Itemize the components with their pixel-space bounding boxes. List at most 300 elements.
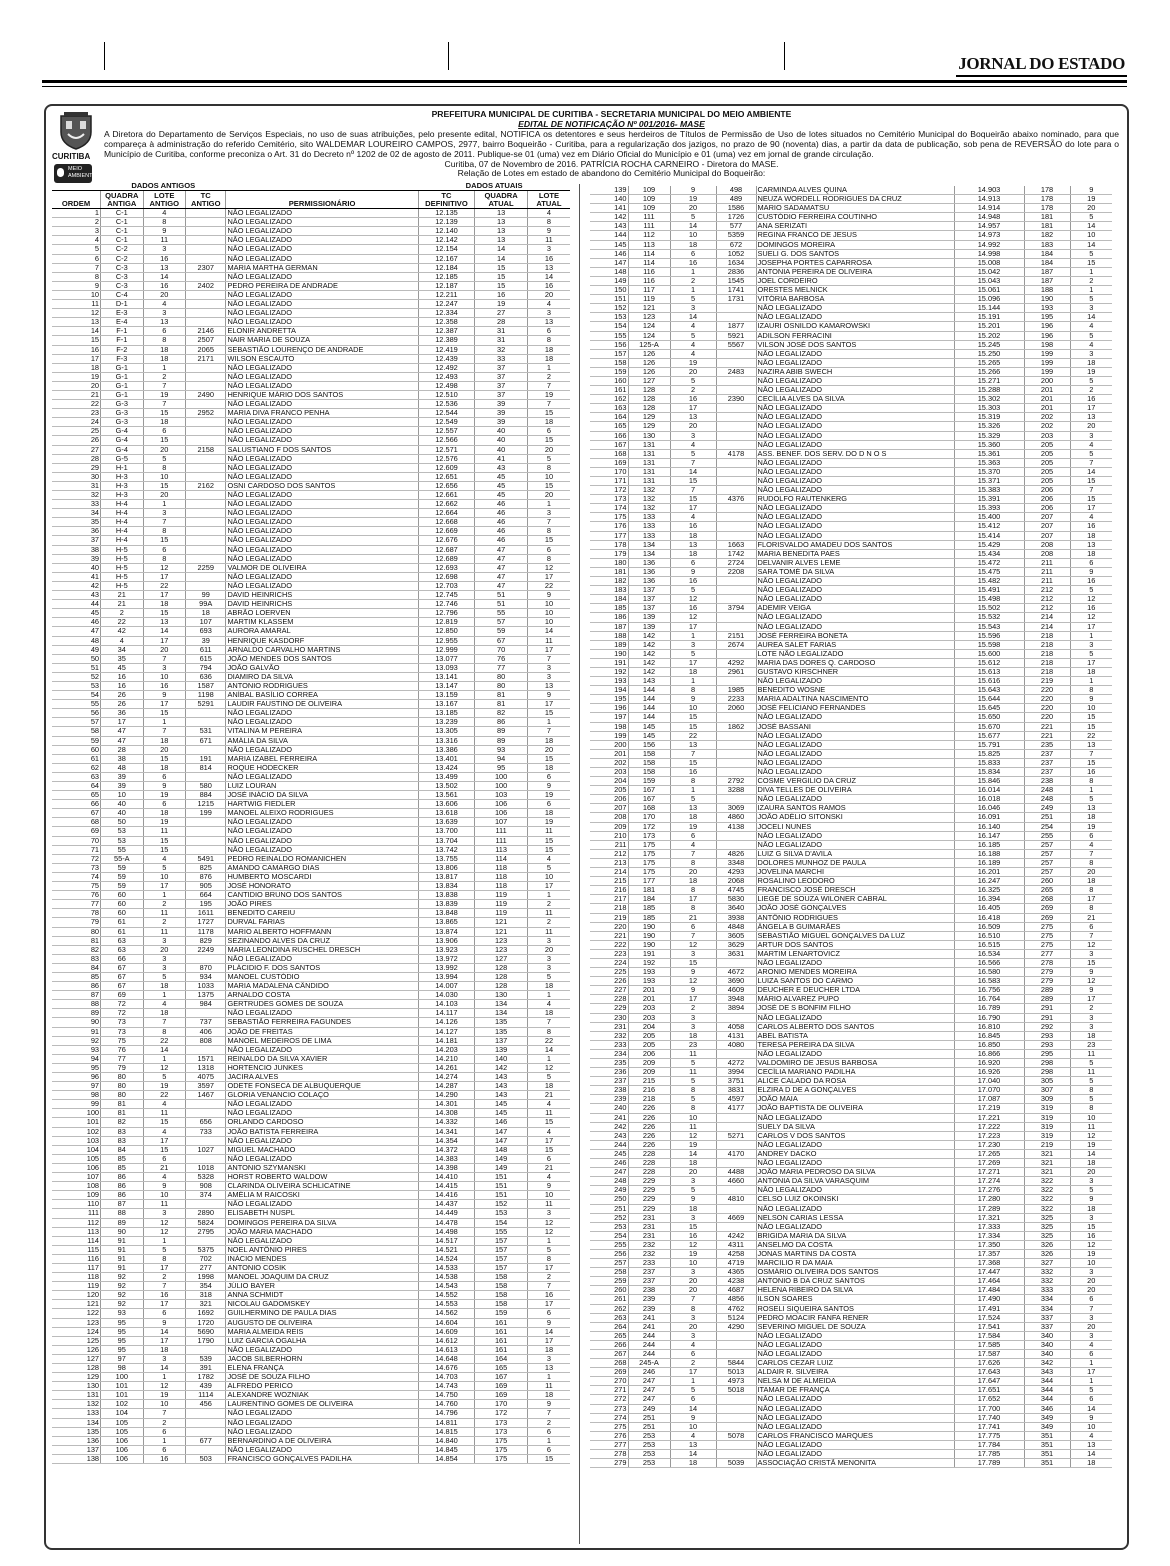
table-cell: 5 [1070,1095,1112,1104]
table-cell: 84 [52,963,101,972]
table-cell: 1198 [186,691,226,700]
table-cell: 17.584 [954,1331,1024,1340]
table-cell: CECÍLIA ALVES DA SILVA [756,395,954,404]
table-cell: MARIA BENEDITA PAES [756,549,954,558]
table-cell: 100 [52,1109,101,1118]
table-cell: 73 [52,863,101,872]
table-cell: 128 [628,395,670,404]
table-cell: 199 [590,731,628,740]
table-cell: 218 [590,904,628,913]
col-lote-atual: LOTE ATUAL [527,191,570,209]
table-cell: ODETE FONSECA DE ALBUQUERQUE [226,1082,418,1091]
table-cell: 3 [527,245,570,254]
table-cell: 5 [670,213,716,222]
table-cell: 16 [101,681,143,690]
table-cell: 74 [52,872,101,881]
table-cell: 15.616 [954,677,1024,686]
table-cell: 8 [1070,686,1112,695]
table-cell: 11 [670,1068,716,1077]
table-cell: 39 [101,772,143,781]
table-cell: 123 [52,1318,101,1327]
table-cell: 13.806 [418,863,475,872]
table-cell [186,227,226,236]
table-cell: 12.140 [418,227,475,236]
table-cell: 44 [52,600,101,609]
table-cell: 5 [143,1245,185,1254]
table-cell [716,1013,756,1022]
table-row [590,577,1112,586]
table-cell: 8 [527,463,570,472]
table-cell: 107 [52,1173,101,1182]
table-cell: 1571 [186,1054,226,1063]
table-cell: 40 [101,809,143,818]
table-cell: 33 [52,500,101,509]
table-cell: MANOEL CUSTÓDIO [226,972,418,981]
table-cell: 229 [628,1177,670,1186]
table-cell: 12 [1070,940,1112,949]
table-cell: 322 [1024,1195,1070,1204]
table-cell: 12.662 [418,500,475,509]
table-cell: 1 [143,891,185,900]
table-cell: 254 [1024,822,1070,831]
table-cell: 2 [143,1273,185,1282]
table-cell: 107 [475,818,528,827]
table-cell: JOCELI NUNES [756,822,954,831]
table-cell: 2 [52,218,101,227]
table-row [52,509,570,518]
table-cell: 12 [1070,1131,1112,1140]
table-cell: 233 [628,1259,670,1268]
table-cell: 3 [1070,949,1112,958]
table-cell: 229 [628,1204,670,1213]
table-cell: 15.846 [954,777,1024,786]
table-row [52,845,570,854]
table-cell: 210 [590,831,628,840]
table-cell: 20 [670,204,716,213]
table-cell: 125 [52,1336,101,1345]
table-cell: 175 [628,849,670,858]
table-cell: 9 [527,227,570,236]
table-row [590,613,1112,622]
table-row [52,600,570,609]
table-cell: 14.612 [418,1336,475,1345]
table-cell: 147 [475,1136,528,1145]
table-cell: NÃO LEGALIZADO [226,954,418,963]
table-cell: 3 [1070,1013,1112,1022]
table-cell: 211 [1024,558,1070,567]
table-cell: NÃO LEGALIZADO [226,491,418,500]
table-cell: 19 [1070,1249,1112,1258]
table-cell: 140 [475,1054,528,1063]
table-cell: 13.874 [418,927,475,936]
table-cell: 201 [1024,395,1070,404]
table-cell: ORLANDO CARDOSO [226,1118,418,1127]
table-cell [186,1236,226,1245]
table-cell: 19 [1070,367,1112,376]
table-cell: 145 [628,722,670,731]
table-cell: 92 [101,1273,143,1282]
table-row [52,1373,570,1382]
table-cell: 37 [475,363,528,372]
table-cell: 14.415 [418,1182,475,1191]
table-cell: 66 [52,800,101,809]
table-cell: 337 [1024,1313,1070,1322]
table-cell: 3 [670,1213,716,1222]
table-cell: 9 [670,968,716,977]
table-cell: SALUSTIANO F DOS SANTOS [226,445,418,454]
table-cell: 90 [52,1018,101,1027]
table-cell: 167 [475,1373,528,1382]
table-row [590,276,1112,285]
table-cell: 12.746 [418,600,475,609]
table-cell: BENEDITO WOSNE [756,686,954,695]
table-cell: LAUDIR FAUSTINO DE OLIVEIRA [226,700,418,709]
table-cell: 15.834 [954,768,1024,777]
table-cell: 5 [1070,1186,1112,1195]
table-cell: 8 [527,1027,570,1036]
table-cell: 176 [590,522,628,531]
table-cell: 126 [628,358,670,367]
table-cell: 124 [628,331,670,340]
table-cell: 19 [143,791,185,800]
table-cell: NÃO LEGALIZADO [756,477,954,486]
table-cell: 132 [628,486,670,495]
table-cell: 17 [670,404,716,413]
table-cell: 17.219 [954,1104,1024,1113]
table-cell: 2171 [186,354,226,363]
table-cell: 136 [628,577,670,586]
table-cell: 175 [628,840,670,849]
table-cell: 17.265 [954,1149,1024,1158]
table-cell: 238 [628,1286,670,1295]
table-cell: 7 [143,727,185,736]
table-cell [716,840,756,849]
table-cell: ANTONIO COSIK [226,1263,418,1272]
table-cell: H-5 [101,572,143,581]
table-cell: 12 [527,1063,570,1072]
table-cell: 277 [1024,949,1070,958]
table-cell: 13.316 [418,736,475,745]
table-cell [186,491,226,500]
table-cell: 47 [475,563,528,572]
table-cell [186,290,226,299]
table-cell: 251 [590,1204,628,1213]
table-cell: 6 [670,558,716,567]
table-cell: 158 [590,358,628,367]
table-cell: NÃO LEGALIZADO [756,467,954,476]
table-cell: 16.583 [954,977,1024,986]
table-cell: 8 [670,858,716,867]
table-cell: 672 [716,240,756,249]
table-cell: 5291 [186,700,226,709]
table-cell: NÃO LEGALIZADO [756,440,954,449]
table-cell: 164 [590,413,628,422]
table-cell: 19 [143,390,185,399]
table-cell: 39 [52,554,101,563]
table-row [590,968,1112,977]
table-cell: 1 [143,718,185,727]
table-cell: 6 [527,1445,570,1454]
table-cell: 1 [143,1054,185,1063]
table-cell: 13.992 [418,963,475,972]
table-cell: 127 [52,1354,101,1363]
table-cell: 14.648 [418,1354,475,1363]
table-cell: 7 [52,263,101,272]
table-cell: 14 [52,327,101,336]
table-cell: 20 [52,381,101,390]
table-row [590,258,1112,267]
table-cell: 12.439 [418,354,475,363]
table-cell: 344 [1024,1386,1070,1395]
table-cell: 4848 [716,922,756,931]
table-cell: 19 [1070,1140,1112,1149]
table-cell: 17 [527,700,570,709]
table-cell: 3 [1070,431,1112,440]
table-cell: 17.700 [954,1404,1024,1413]
table-cell: 20 [1070,1277,1112,1286]
table-cell: 1692 [186,1309,226,1318]
table-cell: 20 [1070,1286,1112,1295]
table-cell: 5 [143,1073,185,1082]
table-row [590,286,1112,295]
table-cell: 18 [52,363,101,372]
table-row [590,195,1112,204]
table-cell: 50 [52,654,101,663]
table-cell: 16.405 [954,904,1024,913]
table-cell: IZAURA SANTOS RAMOS [756,804,954,813]
table-cell: 15.371 [954,477,1024,486]
table-cell: 1 [143,1373,185,1382]
table-cell: 182 [1024,231,1070,240]
table-cell [716,1350,756,1359]
table-cell: 64 [52,782,101,791]
table-cell: 346 [1024,1404,1070,1413]
table-cell: 4 [1070,322,1112,331]
table-cell: ÂNGELA B GUIMARÃES [756,922,954,931]
table-cell: 332 [1024,1277,1070,1286]
table-cell: 60 [52,745,101,754]
table-cell: 161 [475,1327,528,1336]
table-cell: 3 [143,509,185,518]
table-cell: REGINA FRANCO DE JESUS [756,231,954,240]
table-cell: 257 [1024,840,1070,849]
table-cell: 147 [475,1127,528,1136]
table-cell: 106 [475,809,528,818]
table-row [52,1118,570,1127]
table-cell: 100 [101,1373,143,1382]
table-row [52,1154,570,1163]
table-cell: 161 [475,1345,528,1354]
table-cell: MARIA MADALENA CÂNDIDO [226,982,418,991]
table-cell: 148 [590,267,628,276]
table-cell: 12.187 [418,281,475,290]
table-cell: G-4 [101,427,143,436]
table-row [590,1113,1112,1122]
table-cell: 14.007 [418,982,475,991]
table-cell: 76 [101,1045,143,1054]
table-cell: 133 [628,531,670,540]
table-cell: 5 [670,1059,716,1068]
table-cell: 194 [590,686,628,695]
table-cell: 150 [590,286,628,295]
table-row [52,454,570,463]
table-cell: 149 [590,276,628,285]
table-row [52,782,570,791]
table-cell: 13.093 [418,663,475,672]
table-cell: 7 [527,1409,570,1418]
table-cell: 104 [52,1145,101,1154]
table-cell: 18 [670,240,716,249]
table-cell: JOÃO MARIA MACHADO [226,1227,418,1236]
table-cell: 14.383 [418,1154,475,1163]
table-cell: 249 [590,1186,628,1195]
table-cell: 16.201 [954,868,1024,877]
table-cell: 6 [527,545,570,554]
table-row [590,313,1112,322]
table-cell: 248 [590,1177,628,1186]
table-row [52,1245,570,1254]
table-cell: 16.046 [954,804,1024,813]
table-cell: 117 [52,1263,101,1272]
table-cell: 79 [101,1063,143,1072]
table-cell: NÃO LEGALIZADO [756,504,954,513]
table-cell: 326 [1024,1249,1070,1258]
table-cell: 161 [475,1336,528,1345]
table-cell: 17.587 [954,1350,1024,1359]
table-cell: 239 [590,1095,628,1104]
table-cell: 47 [475,554,528,563]
table-row [52,500,570,509]
table-cell: 241 [628,1313,670,1322]
table-cell: 279 [1024,977,1070,986]
table-cell: 18 [143,345,185,354]
table-cell: NÃO LEGALIZADO [226,772,418,781]
table-cell: 1215 [186,800,226,809]
table-cell: 1 [143,1436,185,1445]
table-cell: 42 [52,581,101,590]
table-cell [716,304,756,313]
table-row [590,1004,1112,1013]
col-tc-antigo: TC ANTIGO [186,191,226,209]
table-cell: 17.333 [954,1222,1024,1231]
table-row [52,681,570,690]
table-row [590,913,1112,922]
table-cell: 3 [670,1022,716,1031]
table-cell: OSNI CARDOSO DOS SANTOS [226,481,418,490]
table-cell: 70 [475,645,528,654]
table-cell: 8 [143,554,185,563]
table-cell: 228 [628,1149,670,1158]
table-cell: 158 [475,1291,528,1300]
table-cell [186,845,226,854]
table-cell: 13 [670,413,716,422]
table-cell: 155 [590,331,628,340]
table-cell: 40 [475,445,528,454]
table-cell: 298 [1024,1068,1070,1077]
table-cell: 153 [590,313,628,322]
table-cell: 12 [143,1382,185,1391]
table-cell: 14 [1070,240,1112,249]
table-cell: 13.424 [418,763,475,772]
table-cell: NÃO LEGALIZADO [226,1427,418,1436]
table-cell: 80 [52,927,101,936]
table-cell: 36 [101,709,143,718]
table-row [52,345,570,354]
table-cell: 158 [628,749,670,758]
table-cell: 325 [1024,1213,1070,1222]
table-row [52,982,570,991]
table-cell: 241 [590,1113,628,1122]
table-cell: 14.398 [418,1163,475,1172]
table-cell: 6 [143,800,185,809]
table-cell: NÃO LEGALIZADO [756,1222,954,1231]
table-cell: 182 [590,577,628,586]
table-cell: 134 [475,1000,528,1009]
table-cell: 1 [1070,1377,1112,1386]
table-cell: 1727 [186,918,226,927]
table-cell: 47 [52,627,101,636]
table-cell: 1033 [186,982,226,991]
table-cell: 136 [628,567,670,576]
table-cell: 205 [1024,458,1070,467]
table-cell: 3 [143,309,185,318]
table-cell: 200 [1024,376,1070,385]
table-cell: 16.920 [954,1059,1024,1068]
table-cell: 35 [52,518,101,527]
table-cell: HARTWIG FIEDLER [226,800,418,809]
col-quadra-atual: QUADRA ATUAL [475,191,528,209]
table-cell: H-4 [101,509,143,518]
table-cell: 13 [670,1440,716,1449]
table-cell: 15.319 [954,413,1024,422]
table-cell [716,749,756,758]
table-cell [716,831,756,840]
table-cell: 14 [670,467,716,476]
lots-table-right [590,186,1112,1468]
table-cell: 12 [1070,595,1112,604]
table-cell: NÃO LEGALIZADO [226,372,418,381]
table-cell: 8 [1070,1086,1112,1095]
table-cell [186,745,226,754]
table-cell: VALMOR DE OLIVEIRA [226,563,418,572]
table-cell: 14 [670,222,716,231]
table-cell: H-5 [101,554,143,563]
table-cell: 257 [1024,849,1070,858]
table-cell: 17 [1070,895,1112,904]
table-row [590,467,1112,476]
table-cell: NÃO LEGALIZADO [756,531,954,540]
table-cell: 1877 [716,322,756,331]
table-cell: MIGUEL MACHADO [226,1145,418,1154]
table-cell: JOÃO GALVÃO [226,663,418,672]
table-cell: 81 [101,1109,143,1118]
table-row [52,254,570,263]
table-row [590,386,1112,395]
table-cell: 3 [143,245,185,254]
table-cell: 6 [670,831,716,840]
table-cell: 100 [475,772,528,781]
table-cell: 340 [1024,1331,1070,1340]
table-row [52,691,570,700]
table-cell: 158 [475,1282,528,1291]
table-cell [186,536,226,545]
table-cell: 15.612 [954,658,1024,667]
table-cell: 5328 [186,1173,226,1182]
table-row [590,1168,1112,1177]
table-cell: 5 [143,972,185,981]
table-cell: 17 [670,622,716,631]
table-cell: 1998 [186,1273,226,1282]
